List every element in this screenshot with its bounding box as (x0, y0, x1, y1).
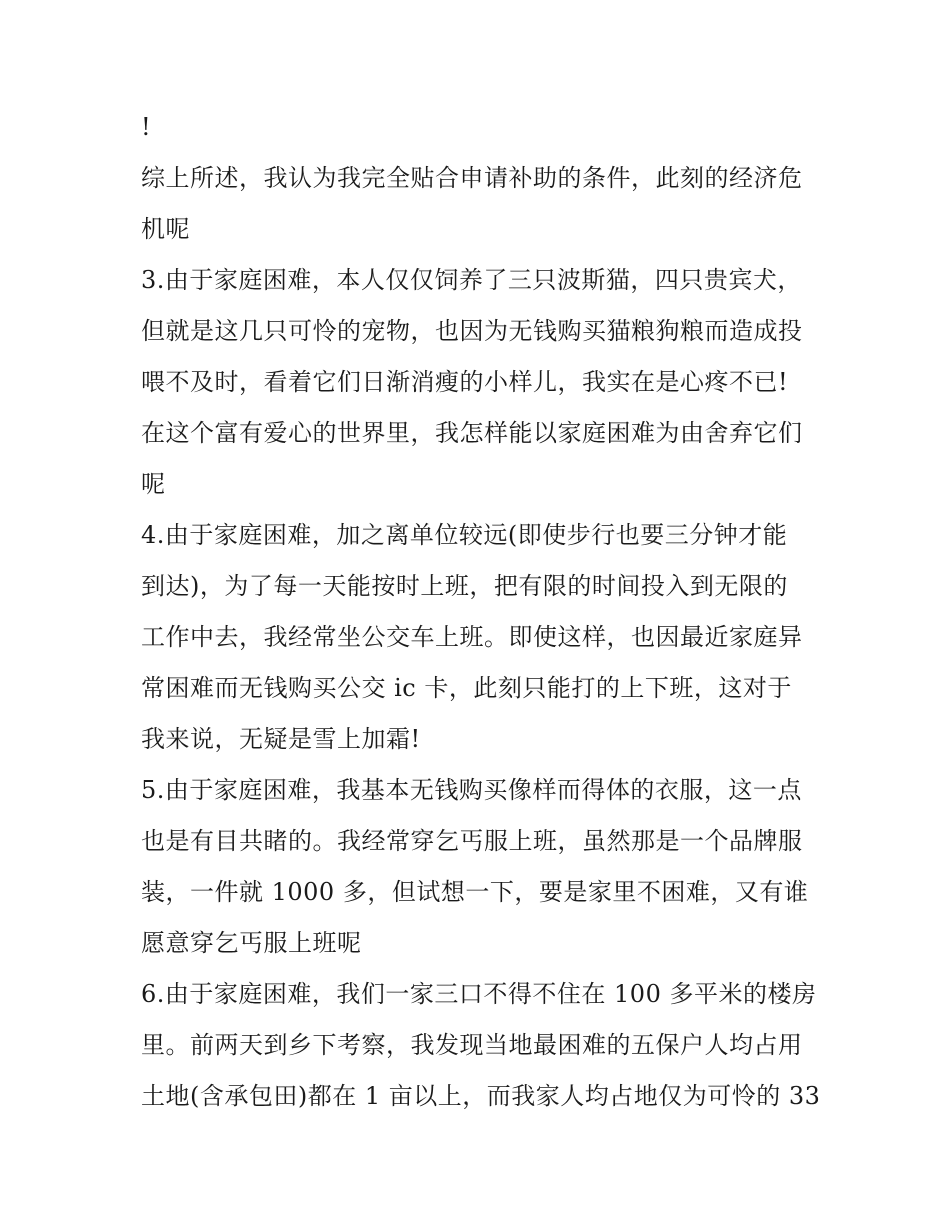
document-body (141, 102, 821, 1122)
text-line: 工作中去，我经常坐公交车上班。即使这样，也因最近家庭异 (141, 623, 803, 651)
text-line: 到达)，为了每一天能按时上班，把有限的时间投入到无限的 (141, 572, 788, 600)
text-line: 3.由于家庭困难，本人仅仅饲养了三只波斯猫，四只贵宾犬， (141, 266, 802, 294)
text-line: 在这个富有爱心的世界里，我怎样能以家庭困难为由舍弃它们 (141, 419, 803, 447)
text-line: 但就是这几只可怜的宠物，也因为无钱购买猫粮狗粮而造成投 (141, 317, 803, 345)
text-line: 综上所述，我认为我完全贴合申请补助的条件，此刻的经济危 (141, 164, 803, 192)
text-line: 6.由于家庭困难，我们一家三口不得不住在 100 多平米的楼房 (141, 980, 817, 1008)
text-line: 5.由于家庭困难，我基本无钱购买像样而得体的衣服，这一点 (141, 776, 802, 804)
text-line: 喂不及时，看着它们日渐消瘦的小样儿，我实在是心疼不已! (141, 368, 789, 396)
text-line: 4.由于家庭困难，加之离单位较远(即使步行也要三分钟才能 (141, 521, 788, 549)
text-line: 土地(含承包田)都在 1 亩以上，而我家人均占地仅为可怜的 33 (141, 1082, 821, 1110)
text-line: 我来说，无疑是雪上加霜! (141, 725, 421, 753)
text-line: 里。前两天到乡下考察，我发现当地最困难的五保户人均占用 (141, 1031, 803, 1059)
text-line: 呢 (141, 470, 166, 498)
text-line: 常困难而无钱购买公交 ic 卡，此刻只能打的上下班，这对于 (141, 674, 792, 702)
text-line: 机呢 (141, 215, 190, 243)
text-line: 愿意穿乞丐服上班呢 (141, 929, 362, 957)
text-line: ! (141, 113, 152, 141)
text-line: 装，一件就 1000 多，但试想一下，要是家里不困难，又有谁 (141, 878, 809, 906)
text-line: 也是有目共睹的。我经常穿乞丐服上班，虽然那是一个品牌服 (141, 827, 803, 855)
